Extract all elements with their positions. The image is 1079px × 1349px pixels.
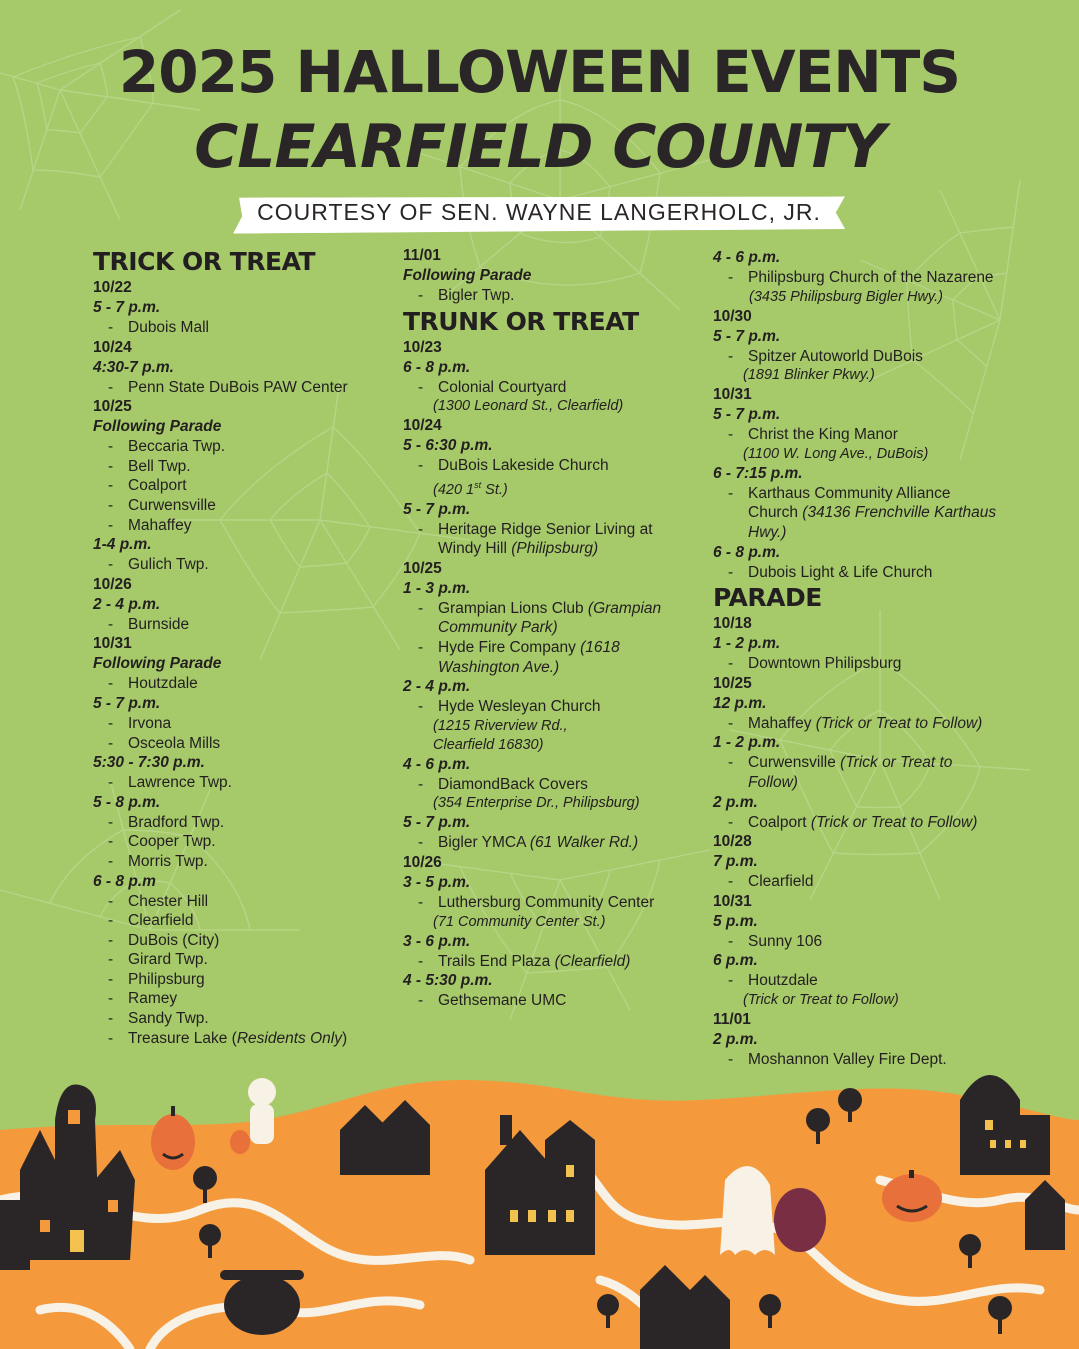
event-date: 10/31 — [713, 386, 752, 404]
event-location-cont: Follow) — [748, 773, 798, 791]
event-location: - Sunny 106 — [728, 932, 823, 950]
event-time: 4 - 5:30 p.m. — [403, 972, 493, 990]
event-location: - Curwensville (Trick or Treat to — [728, 754, 953, 772]
event-location: - Colonial Courtyard — [418, 378, 567, 396]
event-time: 5 - 7 p.m. — [93, 694, 161, 712]
event-location: - Bigler YMCA (61 Walker Rd.) — [418, 834, 639, 852]
event-location: - Grampian Lions Club (Grampian — [418, 599, 662, 617]
event-location: - Girard Twp. — [108, 951, 208, 969]
pumpkin-pear — [151, 1106, 195, 1170]
event-date: 10/22 — [93, 279, 132, 296]
parade-column — [713, 248, 1043, 1070]
event-location: - Morris Twp. — [108, 852, 208, 870]
section-heading: PARADE — [713, 583, 822, 613]
event-address: Clearfield 16830) — [433, 736, 544, 753]
event-time: 2 - 4 p.m. — [93, 595, 161, 613]
event-location: - Dubois Mall — [108, 319, 209, 336]
event-time: 6 - 8 p.m — [93, 872, 156, 890]
event-location: - Spitzer Autoworld DuBois — [728, 347, 923, 365]
event-time: 5 - 7 p.m. — [403, 500, 471, 518]
event-address: (Trick or Treat to Follow) — [743, 991, 899, 1008]
event-time: 5 - 8 p.m. — [93, 793, 161, 811]
event-location: - Irvona — [108, 714, 172, 732]
trick-or-treat-column — [93, 246, 393, 1048]
event-date: 10/26 — [93, 575, 132, 593]
event-location-cont: Windy Hill (Philipsburg) — [438, 540, 599, 558]
event-address: (1215 Riverview Rd., — [433, 717, 568, 734]
event-location: - DuBois Lakeside Church — [418, 457, 609, 475]
event-location: - Chester Hill — [108, 892, 209, 910]
event-location: - Bigler Twp. — [418, 287, 515, 304]
event-date: 11/01 — [713, 1010, 751, 1028]
event-location: - Lawrence Twp. — [108, 774, 232, 792]
event-date: 10/31 — [713, 892, 752, 910]
event-time: 4:30-7 p.m. — [93, 358, 174, 376]
event-location: - Penn State DuBois PAW Center — [108, 378, 348, 396]
event-date: 10/18 — [713, 615, 752, 633]
event-time: 5 p.m. — [713, 912, 758, 930]
monster — [774, 1188, 826, 1252]
event-address: (1300 Leonard St., Clearfield) — [433, 398, 624, 415]
event-location-cont: Community Park) — [438, 619, 558, 637]
event-date: 10/24 — [93, 338, 132, 356]
event-date: 10/30 — [713, 307, 752, 325]
event-location: - Hyde Fire Company (1618 — [418, 638, 620, 656]
event-address: (1891 Blinker Pkwy.) — [743, 367, 875, 384]
event-location: - Curwensville — [108, 496, 216, 514]
event-location: - Luthersburg Community Center — [418, 893, 655, 911]
event-location: - Coalport — [108, 477, 187, 495]
event-location: - Beccaria Twp. — [108, 438, 226, 456]
event-date: 10/25 — [93, 398, 132, 416]
event-location: - Mahaffey (Trick or Treat to Follow) — [728, 714, 983, 732]
event-time: Following Parade — [403, 267, 532, 284]
event-time: Following Parade — [93, 418, 222, 436]
event-time: 1-4 p.m. — [93, 536, 152, 554]
event-address: (1100 W. Long Ave., DuBois) — [743, 445, 929, 462]
event-location: - Bell Twp. — [108, 457, 191, 475]
event-time: 12 p.m. — [713, 694, 767, 712]
event-date: 10/28 — [713, 833, 752, 851]
event-time: 2 p.m. — [713, 793, 758, 811]
event-location: - Treasure Lake (Residents Only) — [108, 1029, 348, 1047]
event-location: - Gethsemane UMC — [418, 992, 567, 1010]
page-title: 2025 HALLOWEEN EVENTS — [118, 38, 961, 106]
event-location: - Houtzdale — [108, 675, 198, 693]
event-time: 6 - 7:15 p.m. — [713, 464, 803, 482]
event-location: - Moshannon Valley Fire Dept. — [728, 1050, 947, 1068]
section-heading: TRUNK OR TREAT — [403, 306, 639, 336]
event-time: 1 - 2 p.m. — [713, 734, 781, 752]
event-time: 1 - 3 p.m. — [403, 579, 471, 597]
event-location: - Cooper Twp. — [108, 833, 216, 851]
event-location: - Philipsburg Church of the Nazarene — [728, 269, 994, 286]
event-date: 10/24 — [403, 417, 442, 435]
event-time: 1 - 2 p.m. — [713, 635, 781, 653]
event-time: 7 p.m. — [713, 853, 758, 871]
event-location: - Sandy Twp. — [108, 1010, 209, 1028]
event-address: (354 Enterprise Dr., Philipsburg) — [433, 795, 640, 812]
event-location: - DuBois (City) — [108, 931, 220, 949]
event-time: Following Parade — [93, 655, 222, 673]
event-address: (71 Community Center St.) — [433, 913, 606, 930]
event-location: - Downtown Philipsburg — [728, 655, 902, 673]
haunted-house-left — [0, 1084, 135, 1270]
event-date: 10/31 — [93, 635, 132, 653]
event-time: 4 - 6 p.m. — [713, 249, 781, 266]
event-time: 5:30 - 7:30 p.m. — [93, 754, 205, 772]
event-location-cont: Church (34136 Frenchville Karthaus — [748, 504, 997, 522]
event-location: - Mahaffey — [108, 516, 192, 534]
event-time: 3 - 5 p.m. — [403, 873, 471, 891]
page-subtitle: CLEARFIELD COUNTY — [194, 112, 885, 182]
trunk-or-treat-column — [403, 246, 703, 1011]
event-address: (3435 Philipsburg Bigler Hwy.) — [749, 288, 943, 305]
event-location: - Clearfield — [728, 873, 814, 891]
event-location: - Houtzdale — [728, 972, 818, 990]
event-time: 2 p.m. — [713, 1030, 758, 1048]
event-location: - Bradford Twp. — [108, 813, 225, 831]
event-time: 4 - 6 p.m. — [403, 755, 471, 773]
event-location: - Christ the King Manor — [728, 426, 898, 444]
event-location: - DiamondBack Covers — [418, 775, 588, 793]
event-time: 5 - 7 p.m. — [713, 327, 781, 345]
event-time: 5 - 7 p.m. — [713, 406, 781, 424]
event-location: - Karthaus Community Alliance — [728, 484, 951, 502]
halloween-village-scene — [0, 1060, 1079, 1349]
event-time: 5 - 6:30 p.m. — [403, 437, 493, 455]
event-time: 6 p.m. — [713, 952, 758, 970]
event-location: - Dubois Light & Life Church — [728, 563, 933, 581]
event-location: - Hyde Wesleyan Church — [418, 698, 601, 716]
event-location: - Osceola Mills — [108, 734, 221, 752]
event-date: 10/26 — [403, 853, 442, 871]
courtesy-text: COURTESY OF SEN. WAYNE LANGERHOLC, JR. — [257, 199, 821, 225]
event-location: - Philipsburg — [108, 970, 205, 988]
event-location: - Coalport (Trick or Treat to Follow) — [728, 813, 978, 831]
event-location: - Ramey — [108, 990, 178, 1008]
event-time: 2 - 4 p.m. — [403, 678, 471, 696]
event-date: 10/23 — [403, 338, 442, 356]
event-date: 10/25 — [403, 559, 442, 577]
event-location: - Trails End Plaza (Clearfield) — [418, 952, 631, 970]
event-time: 5 - 7 p.m. — [403, 814, 471, 832]
event-address: (420 1st St.) — [433, 479, 508, 498]
event-time: 3 - 6 p.m. — [403, 932, 471, 950]
event-location: - Heritage Ridge Senior Living at — [418, 520, 653, 538]
event-location: - Gulich Twp. — [108, 556, 209, 574]
event-location: - Burnside — [108, 615, 190, 633]
event-time: 6 - 8 p.m. — [403, 358, 471, 376]
event-date: 11/01 — [403, 247, 441, 264]
section-heading: TRICK OR TREAT — [93, 247, 316, 276]
event-time: 5 - 7 p.m. — [93, 299, 161, 316]
event-time: 6 - 8 p.m. — [713, 543, 781, 561]
event-date: 10/25 — [713, 674, 752, 692]
event-location-cont: Washington Ave.) — [438, 658, 560, 676]
event-location: - Clearfield — [108, 912, 194, 930]
haunted-house-right — [960, 1075, 1050, 1175]
event-location-cont: Hwy.) — [748, 523, 787, 541]
